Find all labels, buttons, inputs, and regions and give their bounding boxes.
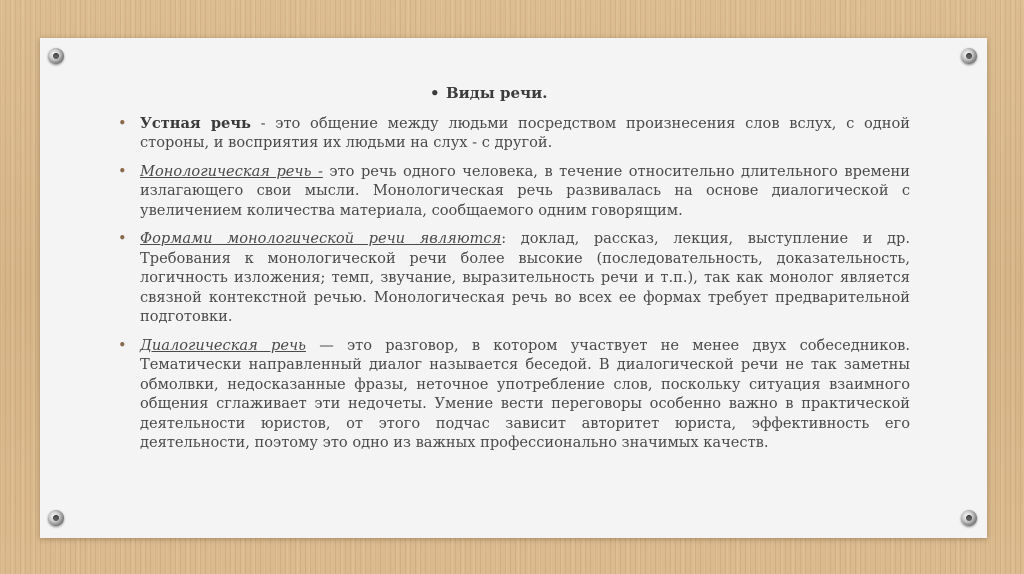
bullet-icon: •	[118, 162, 127, 180]
paragraph-monologue	[118, 162, 910, 221]
paragraph-text: : доклад, рассказ, лекция, выступление и др. Требования к монологической речи более высокие (последовательность, доказательность, логичность изложения; темп, звучание, выразительность речи и т.п.), так как монолог является связной контекстной речью. Монологическая речь во всех ее формах требует предварительной подготовки.	[140, 230, 910, 325]
term-dialogue: Диалогическая речь	[140, 336, 306, 354]
paragraph-text: это речь одного человека, в течение относительно длительного времени излагающего свои мысли. Монологическая речь развивалась на основе диалогической с увеличением количества материала, сообщаемого одним говорящим.	[140, 162, 910, 219]
term-monologue-forms: Формами монологической речи являются	[140, 230, 502, 247]
paragraph-text: - это общение между людьми посредством произнесения слов вслух, с одной стороны, и восприятия их людьми на слух - с другой.	[140, 114, 910, 151]
bullet-icon: •	[118, 230, 127, 247]
paragraph-text: — это разговор, в котором участвует не менее двух собеседников. Тематически направленный диалог называется беседой. В диалогической речи не так заметны обмолвки, недосказанные фразы, неточное употребление слов, поскольку ситуация взаимного общения сглаживает эти недочеты. Умение вести переговоры особенно важно в практической деятельности юристов, от этого подчас зависит авторитет юриста, эффективность его деятельности, поэтому это одно из важных профессионально значимых качеств.	[140, 336, 910, 451]
slide-card	[40, 38, 987, 538]
paragraph-oral-speech	[118, 114, 910, 153]
bullet-icon: •	[430, 84, 440, 102]
bullet-icon: •	[118, 336, 127, 354]
pushpin-icon	[48, 48, 64, 64]
paragraph-dialogue	[118, 336, 910, 453]
pushpin-icon	[961, 48, 977, 64]
slide-title: Виды речи.	[446, 84, 548, 102]
slide-title-row	[118, 84, 910, 104]
pushpin-icon	[961, 510, 977, 526]
term-monologue: Монологическая речь -	[140, 162, 323, 180]
term-oral-speech: Устная речь	[140, 114, 251, 132]
bullet-icon: •	[118, 114, 127, 132]
paragraph-monologue-forms	[118, 229, 910, 327]
slide-content	[118, 84, 910, 462]
pushpin-icon	[48, 510, 64, 526]
